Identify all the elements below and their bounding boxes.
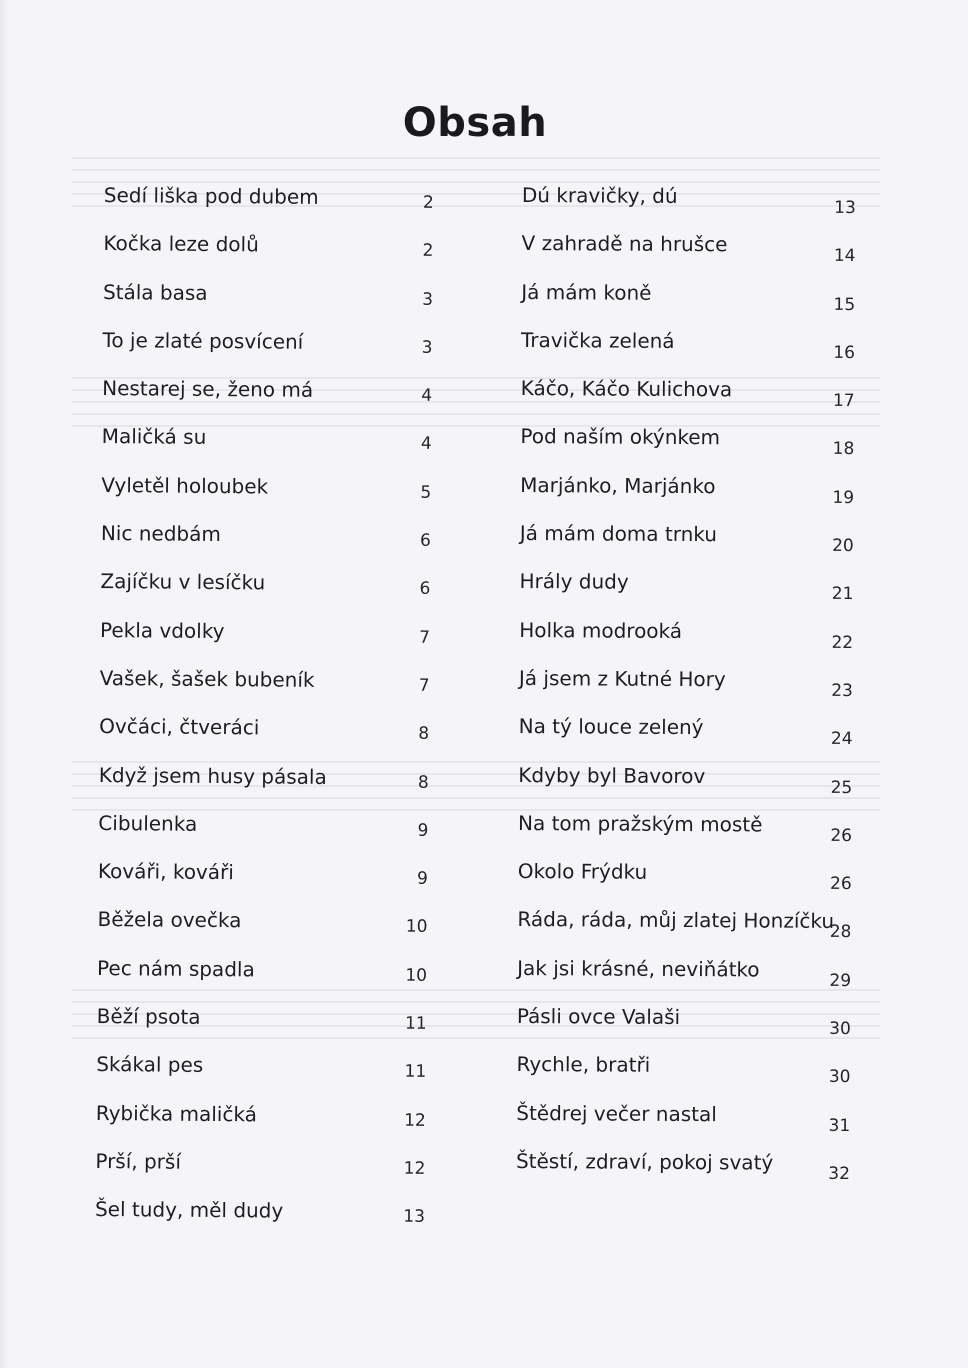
- toc-entry: [520, 468, 854, 518]
- toc-entry-page-number: 8: [418, 724, 430, 745]
- toc-entry-page-number: 29: [829, 970, 852, 991]
- toc-entry-page-number: 14: [833, 246, 856, 267]
- toc-entry-title: Jak jsi krásné, neviňátko: [517, 955, 760, 982]
- toc-entry: [517, 902, 851, 952]
- toc-entry-page-number: 24: [830, 729, 853, 750]
- toc-entry: [103, 226, 433, 277]
- toc-entry-title: Hrály dudy: [519, 569, 629, 595]
- toc-entry-title: Běžela ovečka: [97, 907, 242, 933]
- toc-entry: [97, 951, 427, 1002]
- toc-entry-page-number: 7: [419, 627, 431, 648]
- toc-entry-page-number: 19: [832, 487, 855, 508]
- toc-entry: [98, 854, 428, 905]
- toc-entry-title: Vyletěl holoubek: [101, 472, 269, 499]
- toc-entry-page-number: 13: [403, 1206, 426, 1228]
- toc-entry-title: Štědrej večer nastal: [516, 1100, 717, 1126]
- toc-entry: [101, 419, 431, 470]
- toc-entry: [104, 178, 434, 229]
- toc-entry: [521, 226, 855, 276]
- toc-entry: [96, 1096, 426, 1147]
- toc-entry: [519, 564, 853, 614]
- toc-entry-title: Prší, prší: [95, 1148, 182, 1174]
- toc-entry-title: Ovčáci, čtveráci: [99, 714, 260, 740]
- toc-entry: [101, 516, 431, 567]
- toc-entry: [100, 613, 430, 664]
- toc-entry-page-number: 23: [831, 680, 853, 701]
- toc-column-right: [516, 178, 856, 1194]
- toc-entry-title: Ráda, ráda, můj zlatej Honzíčku: [517, 907, 835, 934]
- toc-entry-page-number: 16: [833, 342, 855, 363]
- toc-entry: [522, 178, 856, 228]
- toc-entry-page-number: 17: [832, 391, 855, 412]
- toc-entry-title: Já mám doma trnku: [519, 521, 718, 547]
- toc-entry-page-number: 13: [834, 197, 856, 219]
- toc-entry: [516, 1047, 850, 1097]
- toc-entry-page-number: 2: [422, 192, 434, 213]
- toc-entry-title: Rybička maličká: [95, 1100, 258, 1127]
- toc-entry: [518, 854, 852, 904]
- toc-entry-page-number: 30: [828, 1067, 851, 1088]
- toc-entry-page-number: 8: [417, 772, 429, 793]
- toc-entry-title: Kováři, kováři: [97, 859, 234, 885]
- toc-entry: [98, 806, 428, 857]
- toc-entry-title: Pod naším okýnkem: [520, 424, 721, 450]
- toc-entry-title: Maličká su: [101, 424, 207, 450]
- toc-entry-title: Nic nedbám: [100, 521, 221, 547]
- toc-entry-page-number: 10: [405, 917, 428, 938]
- toc-entry-title: Káčo, Káčo Kulichova: [520, 376, 733, 402]
- toc-entry: [521, 275, 855, 325]
- toc-entry-title: Já mám koně: [521, 279, 652, 305]
- toc-entry: [519, 661, 853, 711]
- toc-entry-page-number: 6: [419, 579, 431, 600]
- toc-entry: [518, 758, 852, 808]
- toc-entry: [102, 371, 432, 422]
- toc-entry-title: Kdyby byl Bavorov: [518, 762, 706, 788]
- toc-entry: [519, 613, 853, 663]
- toc-entry-title: Na tý louce zelený: [518, 714, 704, 740]
- toc-entry-page-number: 30: [829, 1018, 851, 1040]
- toc-entry-page-number: 31: [828, 1115, 851, 1136]
- toc-entry-title: Cibulenka: [98, 810, 198, 836]
- toc-entry-title: Sedí liška pod dubem: [103, 182, 319, 209]
- toc-entry: [516, 1096, 850, 1146]
- toc-entry-title: Pásli ovce Valaši: [516, 1004, 681, 1030]
- toc-entry-page-number: 6: [419, 530, 431, 551]
- toc-entry: [520, 419, 854, 469]
- page-title: Obsah: [402, 99, 548, 146]
- toc-entry-page-number: 7: [418, 675, 430, 696]
- toc-entry: [96, 999, 426, 1050]
- toc-entry-title: Stála basa: [102, 279, 208, 305]
- toc-entry-page-number: 5: [420, 482, 432, 503]
- toc-entry: [520, 516, 854, 566]
- toc-entry-title: Rychle, bratři: [516, 1052, 651, 1078]
- toc-entry: [517, 999, 851, 1049]
- toc-entry-title: Marjánko, Marjánko: [520, 472, 716, 498]
- toc-entry: [516, 1144, 850, 1194]
- toc-entry: [521, 323, 855, 373]
- toc-entry-page-number: 21: [831, 584, 854, 605]
- toc-entry-title: To je zlaté posvícení: [102, 327, 304, 354]
- toc-entry-page-number: 28: [829, 922, 852, 943]
- toc-entry-page-number: 32: [828, 1163, 850, 1184]
- toc-entry-page-number: 22: [831, 632, 854, 653]
- toc-entry-page-number: 12: [403, 1158, 426, 1179]
- toc-entry: [96, 1047, 426, 1098]
- toc-entry: [518, 709, 852, 759]
- toc-entry-page-number: 3: [421, 337, 433, 358]
- toc-entry-page-number: 11: [404, 1062, 427, 1083]
- toc-entry-title: Štěstí, zdraví, pokoj svatý: [515, 1148, 774, 1175]
- toc-entry-title: Nestarej se, ženo má: [102, 376, 314, 403]
- toc-entry-title: Zajíčku v lesíčku: [100, 569, 266, 595]
- toc-entry-title: Skákal pes: [96, 1052, 204, 1078]
- toc-entry-page-number: 15: [833, 294, 856, 315]
- toc-entry: [103, 275, 433, 326]
- toc-entry-page-number: 26: [829, 874, 852, 895]
- toc-entry-page-number: 2: [422, 241, 434, 262]
- toc-entry-page-number: 4: [420, 434, 432, 455]
- toc-entry: [97, 902, 427, 953]
- toc-entry-title: Já jsem z Kutné Hory: [518, 665, 726, 692]
- toc-entry-title: Pekla vdolky: [99, 617, 225, 643]
- toc-entry-page-number: 10: [405, 965, 428, 986]
- toc-entry-page-number: 3: [422, 289, 434, 310]
- toc-entry-title: Pec nám spadla: [97, 955, 255, 982]
- toc-entry-page-number: 20: [832, 535, 854, 557]
- toc-entry-title: V zahradě na hrušce: [521, 231, 728, 257]
- toc-entry: [99, 758, 429, 809]
- toc-entry-page-number: 18: [832, 439, 855, 460]
- toc-entry: [99, 661, 429, 712]
- toc-entry-page-number: 11: [404, 1013, 427, 1034]
- toc-entry-page-number: 12: [404, 1110, 426, 1131]
- toc-entry-page-number: 25: [830, 777, 853, 798]
- toc-entry-page-number: 4: [421, 385, 433, 407]
- page-edge: [0, 0, 8, 1368]
- toc-entry: [517, 951, 851, 1001]
- toc-entry-title: Běží psota: [96, 1004, 201, 1029]
- toc-entry-title: Okolo Frýdku: [517, 859, 648, 884]
- toc-entry: [518, 806, 852, 856]
- toc-entry-title: Holka modrooká: [519, 617, 683, 643]
- toc-entry: [100, 564, 430, 615]
- toc-entry-page-number: 26: [830, 825, 853, 846]
- toc-entry-title: Travička zelená: [520, 327, 675, 353]
- toc-entry-title: Šel tudy, měl dudy: [94, 1197, 284, 1223]
- toc-entry-title: Vašek, šašek bubeník: [99, 665, 315, 692]
- toc-entry: [99, 709, 429, 760]
- toc-entry: [101, 468, 431, 519]
- toc-entry-title: Kočka leze dolů: [103, 231, 259, 257]
- toc-entry-page-number: 9: [416, 868, 428, 890]
- toc-entry-title: Když jsem husy pásala: [98, 762, 327, 789]
- toc-entry: [102, 323, 432, 374]
- toc-entry: [521, 371, 855, 421]
- toc-entry: [95, 1144, 425, 1195]
- toc-entry-title: Dú kravičky, dú: [521, 182, 678, 208]
- toc-entry-title: Na tom pražským mostě: [517, 810, 763, 837]
- toc-entry: [95, 1192, 425, 1243]
- toc-entry-page-number: 9: [417, 820, 429, 841]
- toc-column-left: [95, 178, 434, 1243]
